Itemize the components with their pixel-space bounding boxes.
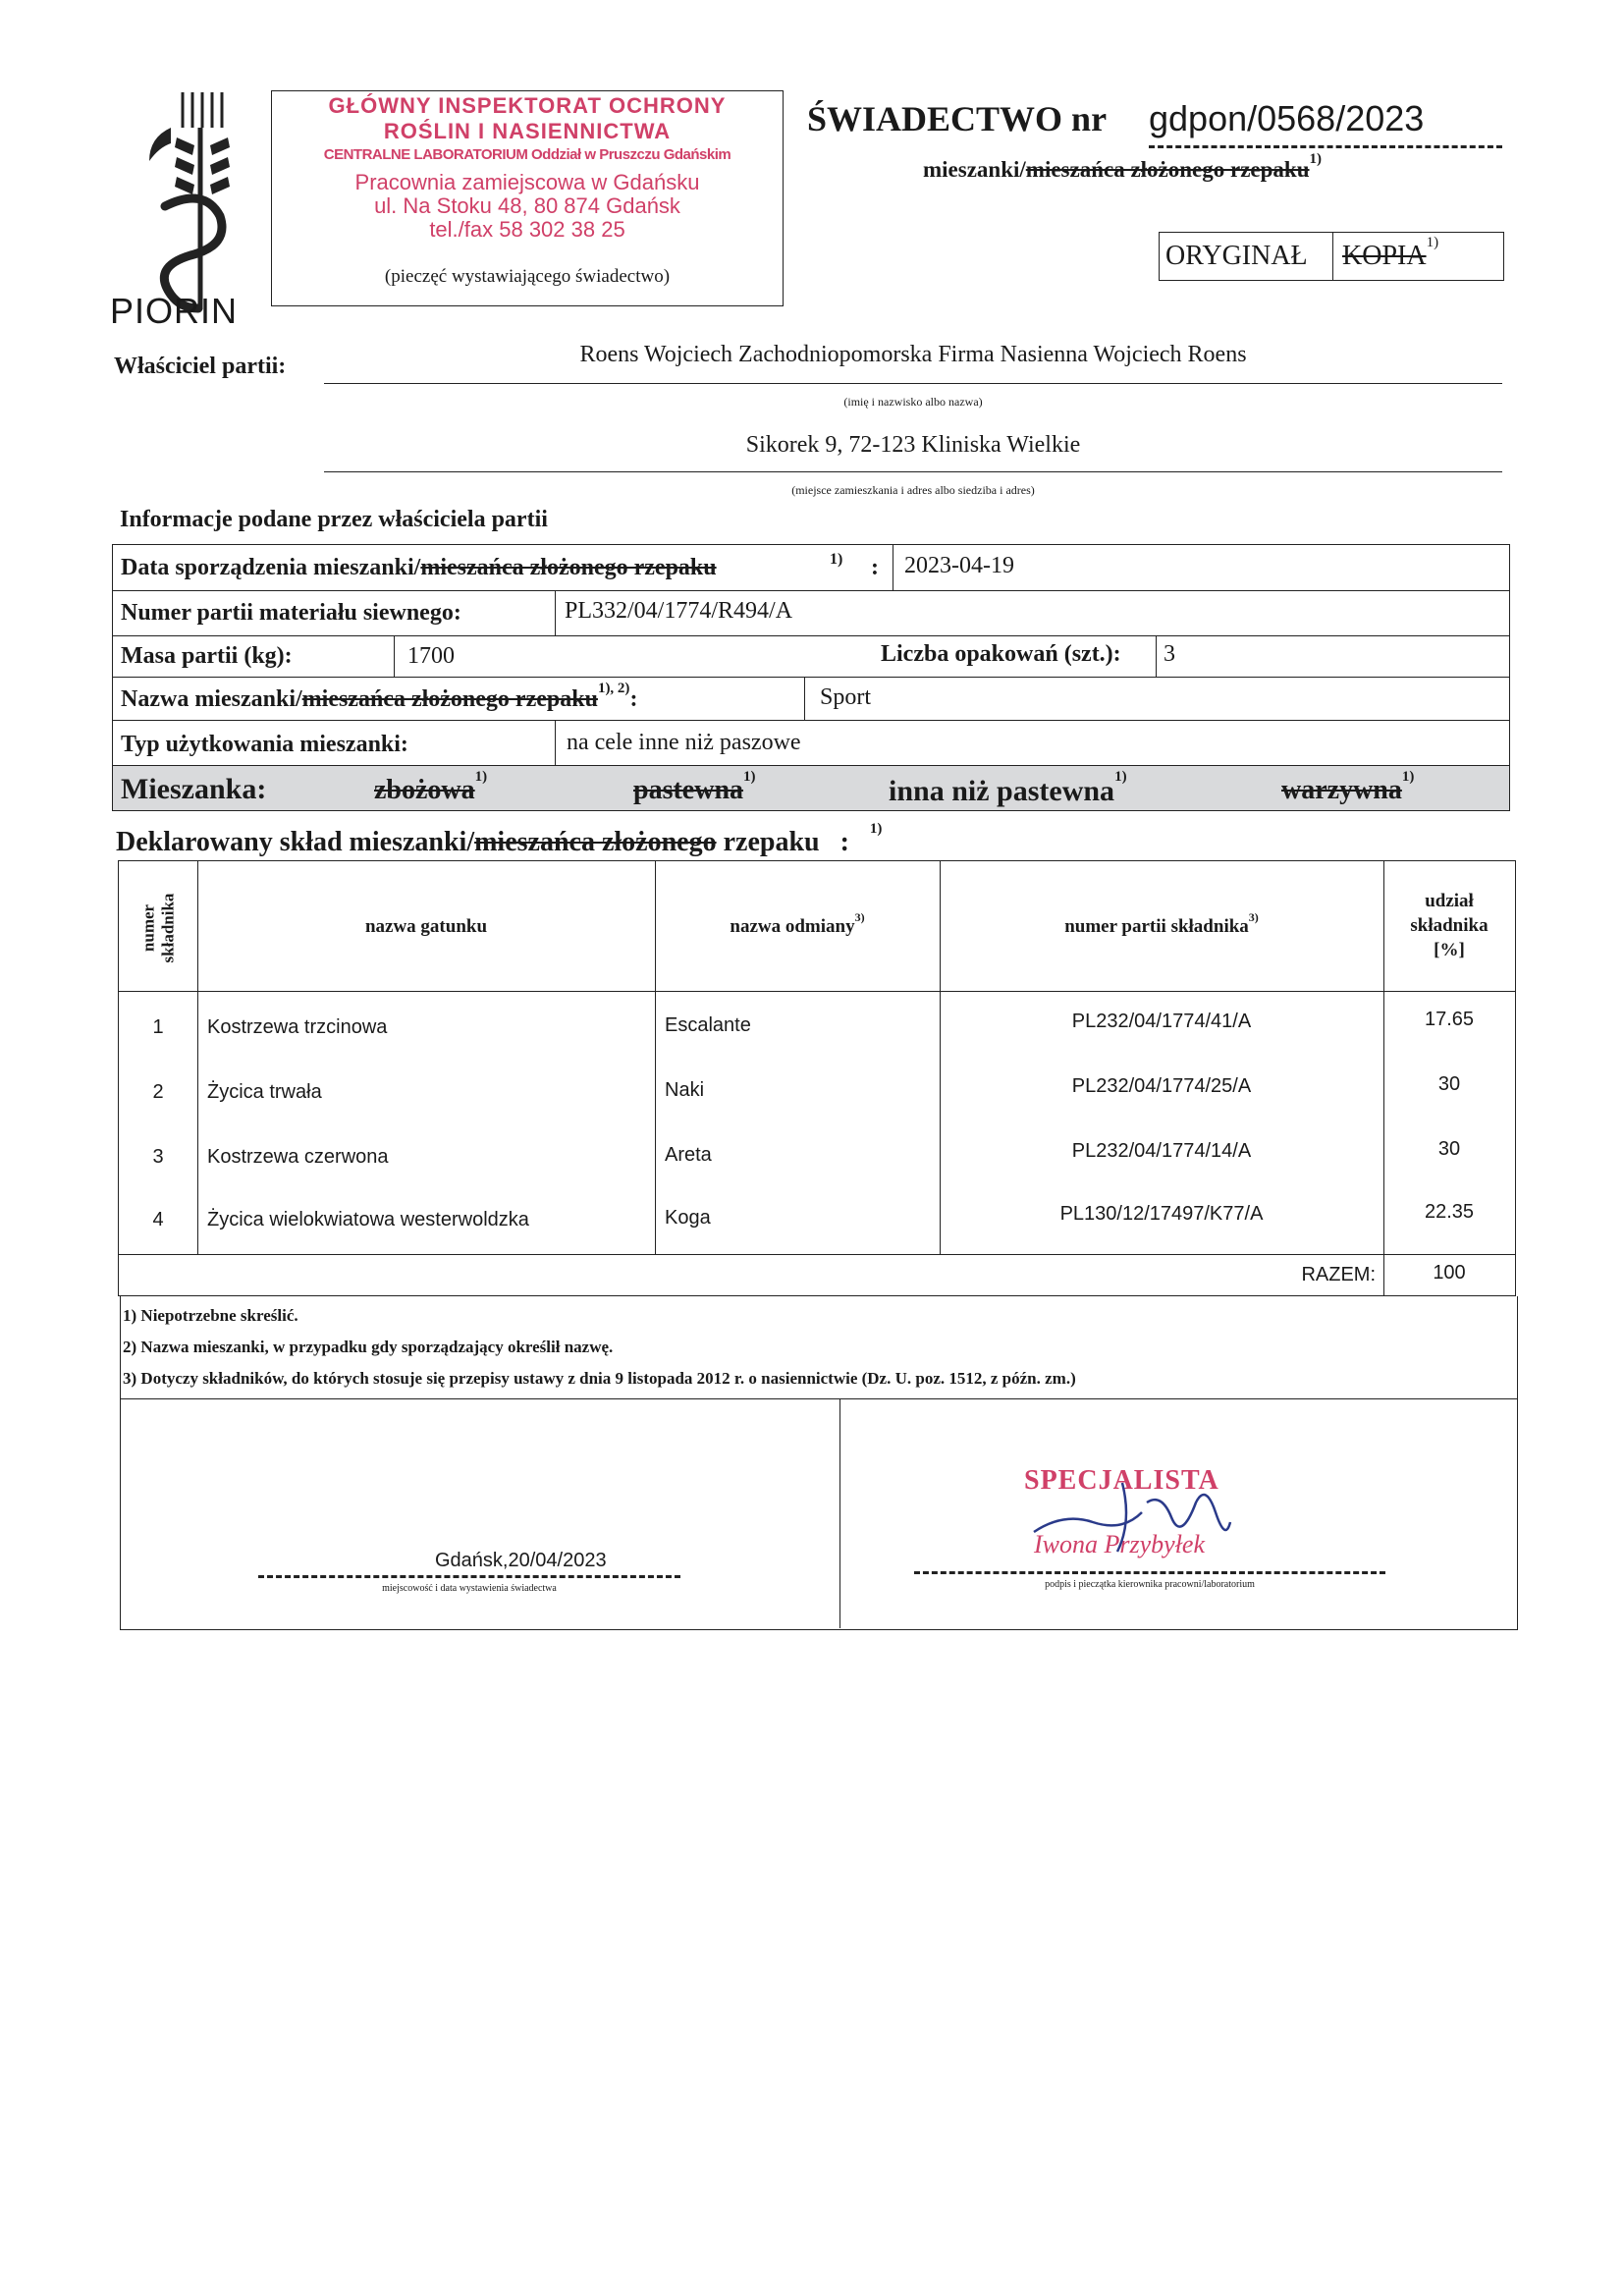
- mass-value: 1700: [407, 643, 455, 669]
- row-species: Życica wielokwiatowa westerwoldzka: [207, 1209, 529, 1230]
- row-share: 30: [1437, 1138, 1461, 1160]
- row-share: 17.65: [1424, 1009, 1475, 1030]
- row-variety: Escalante: [665, 1014, 751, 1036]
- owner-address: Sikorek 9, 72-123 Kliniska Wielkie: [745, 432, 1081, 458]
- certificate-title: ŚWIADECTWO nr: [807, 99, 1108, 138]
- row-number: 2: [152, 1081, 164, 1103]
- issuer-stamp-box: [271, 90, 784, 306]
- total-value: 100: [1433, 1262, 1466, 1284]
- stamp-line-2: ROŚLIN I NASIENNICTWA: [383, 119, 672, 143]
- stamp-line-3: CENTRALNE LABORATORIUM Oddział w Pruszczu Gdańskim: [323, 146, 731, 163]
- row-variety: Koga: [665, 1207, 711, 1229]
- row-share: 22.35: [1424, 1201, 1475, 1223]
- row-variety: Areta: [665, 1144, 712, 1166]
- stamp-line-1: GŁÓWNY INSPEKTORAT OCHRONY: [328, 93, 727, 118]
- col-species-header: nazwa gatunku: [364, 916, 488, 937]
- packages-value: 3: [1164, 641, 1175, 667]
- mix-option-cereal: zbożowa$^{1)}$: [374, 769, 488, 805]
- row-share: 30: [1437, 1073, 1461, 1095]
- date-label: Data sporządzenia mieszanki/mieszańca złożonego rzepaku: [121, 555, 717, 580]
- copy-label: KOPIA$^{1)}$: [1342, 235, 1439, 271]
- row-batch: PL232/04/1774/41/A: [1071, 1011, 1252, 1032]
- mix-option-fodder: pastewna$^{1)}$: [633, 769, 756, 805]
- date-sup: 1): [830, 551, 843, 568]
- signature-scribble-icon: [1024, 1473, 1240, 1561]
- composition-heading: Deklarowany skład mieszanki/mieszańca złożonego rzepaku : $^{1)}$: [116, 821, 883, 857]
- row-variety: Naki: [665, 1079, 705, 1101]
- usage-label: Typ użytkowania mieszanki:: [121, 732, 408, 757]
- place-date-caption: miejscowość i data wystawienia świadectwa: [382, 1583, 557, 1594]
- stamp-caption: (pieczęć wystawiającego świadectwo): [384, 266, 671, 287]
- mix-option-vegetable: warzywna$^{1)}$: [1281, 769, 1415, 805]
- row-species: Kostrzewa czerwona: [207, 1146, 389, 1168]
- notes-box: [120, 1296, 1518, 1630]
- table-row: [119, 1007, 1515, 1056]
- original-label: ORYGINAŁ: [1165, 241, 1308, 271]
- table-row: [119, 1197, 1515, 1246]
- table-row: [119, 1071, 1515, 1121]
- mix-name-value: Sport: [820, 684, 872, 710]
- owner-name: Roens Wojciech Zachodniopomorska Firma Nasienna Wojciech Roens: [579, 342, 1247, 367]
- usage-value: na cele inne niż paszowe: [567, 730, 801, 755]
- info-table: [112, 544, 1510, 811]
- col-number-header: numer składnika: [137, 893, 177, 963]
- col-batch-header: numer partii składnika$^{3)}$: [1064, 910, 1259, 937]
- row-number: 3: [152, 1146, 164, 1168]
- stamp-line-6: tel./fax 58 302 38 25: [429, 217, 625, 242]
- row-batch: PL232/04/1774/14/A: [1071, 1140, 1252, 1162]
- mix-option-non-fodder: inna niż pastewna$^{1)}$: [889, 769, 1127, 807]
- date-value: 2023-04-19: [904, 553, 1014, 578]
- signature-caption: podpis i pieczątka kierownika pracowni/laboratorium: [1045, 1579, 1255, 1590]
- total-label: RAZEM:: [1301, 1264, 1376, 1285]
- row-species: Kostrzewa trzcinowa: [207, 1016, 388, 1038]
- owner-name-caption: (imię i nazwisko albo nazwa): [843, 395, 983, 409]
- row-batch: PL232/04/1774/25/A: [1071, 1075, 1252, 1097]
- row-number: 4: [152, 1209, 164, 1230]
- row-batch: PL130/12/17497/K77/A: [1059, 1203, 1264, 1225]
- note-3: 3) Dotyczy składników, do których stosuje się przepisy ustawy z dnia 9 listopada 2012 r. o nasiennictwie (Dz. U. poz. 1512, z późn. zm.): [123, 1369, 1076, 1388]
- date-colon: :: [871, 555, 879, 580]
- mass-label: Masa partii (kg):: [121, 643, 293, 669]
- owner-address-caption: (miejsce zamieszkania i adres albo siedziba i adres): [791, 483, 1035, 497]
- piorin-logo: [106, 88, 244, 334]
- owner-label: Właściciel partii:: [114, 354, 287, 379]
- note-1: 1) Niepotrzebne skreślić.: [123, 1306, 298, 1325]
- logo-text: PIORIN: [110, 291, 239, 331]
- packages-label: Liczba opakowań (szt.):: [881, 641, 1121, 667]
- col-variety-header: nazwa odmiany$^{3)}$: [730, 910, 865, 937]
- stamp-line-4: Pracownia zamiejscowa w Gdańsku: [354, 170, 700, 194]
- info-heading: Informacje podane przez właściciela partii: [120, 507, 548, 532]
- batch-label: Numer partii materiału siewnego:: [121, 600, 461, 626]
- original-copy-box: [1159, 232, 1504, 281]
- certificate-subtitle: mieszanki/mieszańca złożonego rzepaku$^{1)}$: [923, 151, 1323, 182]
- table-row: [119, 1136, 1515, 1185]
- row-number: 1: [152, 1016, 164, 1038]
- certificate-number: gdpon/0568/2023: [1149, 98, 1425, 138]
- composition-table: [118, 860, 1516, 1296]
- wheat-serpent-icon: [106, 88, 244, 314]
- specialist-stamp: SPECJALISTA: [1024, 1465, 1219, 1496]
- stamp-line-5: ul. Na Stoku 48, 80 874 Gdańsk: [374, 193, 680, 218]
- note-2: 2) Nazwa mieszanki, w przypadku gdy sporządzający określił nazwę.: [123, 1338, 614, 1356]
- place-date: Gdańsk,20/04/2023: [435, 1550, 607, 1571]
- mix-name-label: Nazwa mieszanki/mieszańca złożonego rzepaku$^{1), 2)}$:: [121, 681, 638, 712]
- row-species: Życica trwała: [207, 1081, 322, 1103]
- mix-type-label: Mieszanka:: [121, 773, 267, 805]
- col-share-header: udział składnika [%]: [1410, 891, 1489, 960]
- batch-value: PL332/04/1774/R494/A: [565, 598, 793, 624]
- specialist-name: Iwona Przybyłek: [1034, 1530, 1206, 1558]
